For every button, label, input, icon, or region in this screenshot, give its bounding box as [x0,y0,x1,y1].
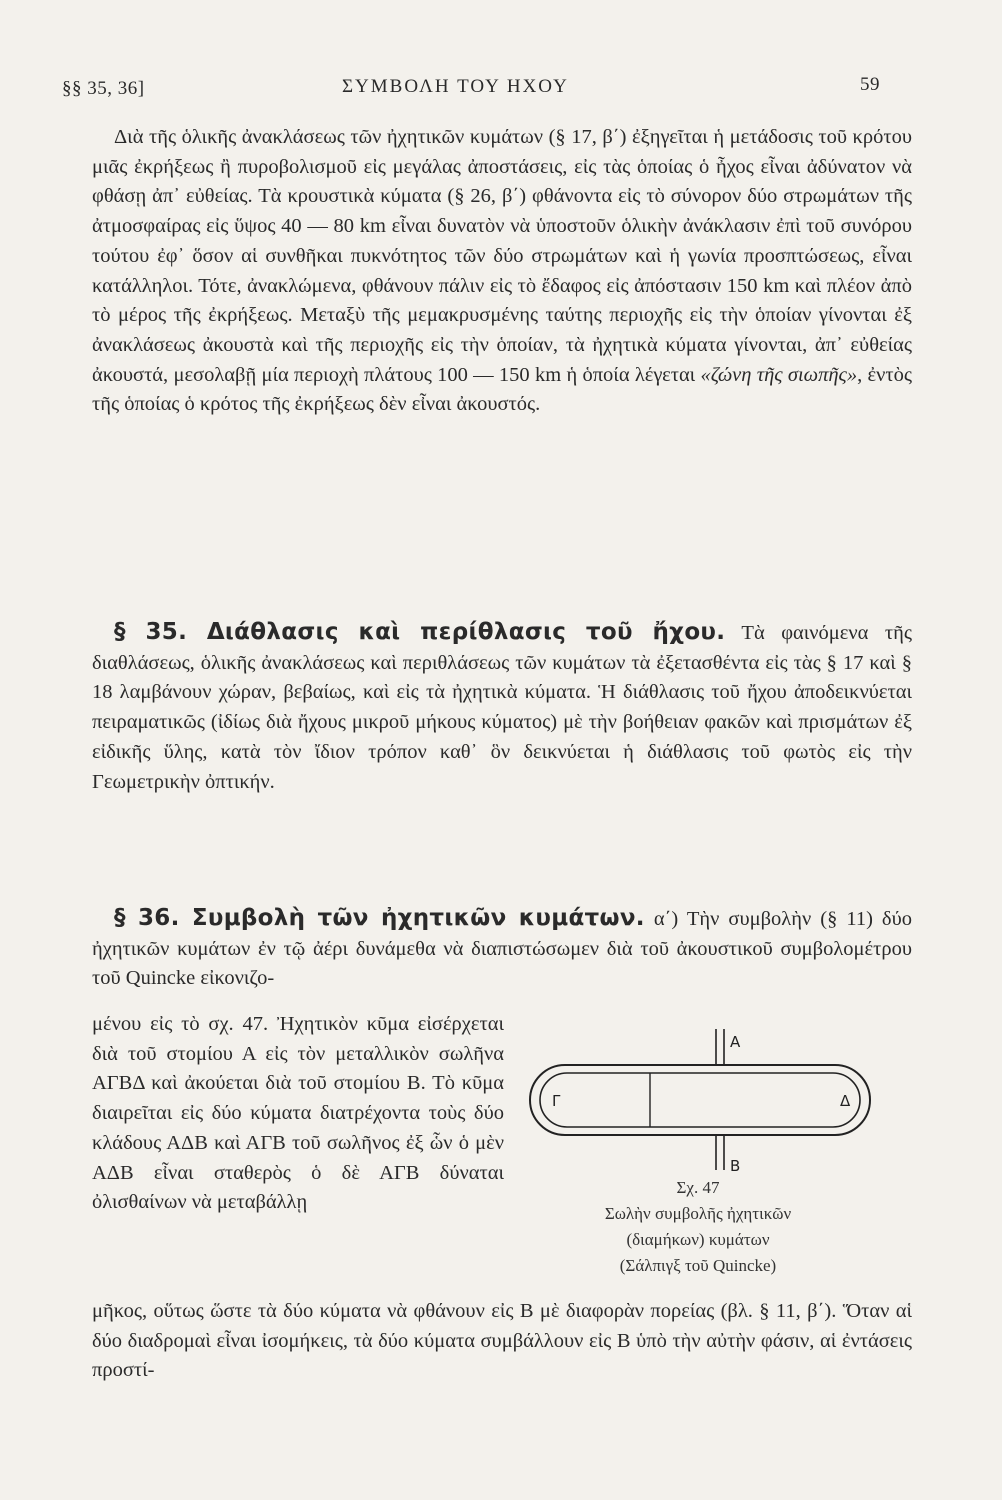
figure-47 [518,1025,898,1275]
chapter-title: ΣΥΜΒΟΛΗ ΤΟΥ ΗΧΟΥ [342,76,569,97]
figure-caption [518,1175,878,1279]
label-delta: Δ [840,1092,851,1110]
section-36-text: α΄) Τὴν συμβολὴν (§ 11) δύο ἠχητικῶν κυμάτων ἐν τῷ ἀέρι δυνάμεθα νὰ διαπιστώσωμεν διὰ τοῦ ἀκουστικοῦ συμβολομέτρου τοῦ Quincke εἰκονιζο- [92,908,912,990]
section-36-continued-text: μῆκος, οὕτως ὥστε τὰ δύο κύματα νὰ φθάνουν εἰς Β μὲ διαφορὰν πορείας (βλ. § 11, β΄). Ὅταν αἱ δύο διαδρομαὶ εἶναι ἰσομήκεις, τὰ δύο κύματα συμβάλλουν εἰς Β ὑπὸ τὴν αὐτὴν φάσιν, αἱ ἐντάσεις προστί- [92,1300,912,1382]
figure-number: Σχ. 47 [676,1178,720,1197]
label-a: A [730,1033,741,1051]
section-range: §§ 35, 36] [62,78,145,99]
caption-line: (Σάλπιγξ τοῦ Quincke) [619,1256,777,1275]
section-35-text: Τὰ φαινόμενα τῆς διαθλάσεως, ὁλικῆς ἀνακλάσεως καὶ περιθλάσεως τῶν κυμάτων τὰ ἐξετασθέντα εἰς τὰς § 17 καὶ § 18 λαμβάνουν χώραν, βεβαίως, καὶ εἰς τὰ ἠχητικὰ κύματα. Ἡ διάθλασις τοῦ ἤχου ἀποδεικνύεται πειραματικῶς (ἰδίως διὰ ἤχους μικροῦ μήκους κύματος) μὲ τὴν βοήθειαν φακῶν καὶ πρισμάτων ἐξ εἰδικῆς ὕλης, κατὰ τὸν ἴδιον τρόπον καθ᾽ ὃν δεικνύεται ἡ διάθλασις τοῦ φωτὸς εἰς τὴν Γεωμετρικὴν ὀπτικήν. [92,622,913,793]
caption-line: Σωλὴν συμβολῆς ἠχητικῶν [604,1204,792,1223]
section-36-heading: § 36. Συμβολὴ τῶν ἠχητικῶν κυμάτων. [114,905,645,931]
page-number: 59 [860,74,880,95]
quincke-tube-diagram [518,1025,898,1175]
tube-outer [530,1065,870,1135]
label-gamma: Γ [552,1092,561,1110]
running-head [62,74,880,104]
section-35 [92,618,912,797]
label-b: B [730,1157,741,1175]
paragraph-total-reflection [92,123,912,420]
section-35-heading: § 35. Διάθλασις καὶ περίθλασις τοῦ ἤχου. [114,619,726,645]
paragraph-text-end: , ἐντὸς τῆς ὁποίας ὁ κρότος τῆς ἐκρήξεως δὲν εἶναι ἀκουστός. [92,363,913,416]
paragraph-text: Διὰ τῆς ὁλικῆς ἀνακλάσεως τῶν ἠχητικῶν κυμάτων (§ 17, β΄) ἐξηγεῖται ἡ μετάδοσις τοῦ κρότου μιᾶς ἐκρήξεως ἢ πυροβολισμοῦ εἰς μεγάλας ἀποστάσεις, εἰς τὰς ὁποίας ὁ ἦχος εἶναι ἀδύνατον νὰ φθάσῃ ἀπ᾽ εὐθείας. Τὰ κρουστικὰ κύματα (§ 26, β΄) φθάνοντα εἰς τὸ σύνορον δύο στρωμάτων τῆς ἀτμοσφαίρας εἰς ὕψος 40 — 80 km εἶναι δυνατὸν νὰ ὑποστοῦν ὁλικὴν ἀνάκλασιν ἐπὶ τοῦ συνόρου τούτου ἐφ᾽ ὅσον αἱ συνθῆκαι πυκνότητος τῶν δύο στρωμάτων καὶ ἡ γωνία προσπτώσεως, εἶναι κατάλληλοι. Τότε, ἀνακλώμενα, φθάνουν πάλιν εἰς τὸ ἔδαφος εἰς ἀπόστασιν 150 km καὶ πλέον ἀπὸ τὸ μέρος τῆς ἐκρήξεως. Μεταξὺ τῆς μεμακρυσμένης ταύτης περιοχῆς εἰς τὴν ὁποίαν γίνονται ἐξ ἀνακλάσεως ἀκουστὰ καὶ τῆς περιοχῆς εἰς τὴν ὁποίαν, τὰ ἠχητικὰ κύματα γίνονται, ἀπ᾽ εὐθείας ἀκουστά, μεσολαβῇ μία περιοχὴ πλάτους 100 — 150 km ἡ ὁποία λέγεται [92,126,912,386]
zone-of-silence-term: «ζώνη τῆς σιωπῆς» [700,363,858,386]
section-36 [92,904,912,994]
caption-line: (διαμήκων) κυμάτων [626,1230,770,1249]
tube-inner [540,1073,860,1127]
section-36-wrapped-text: μένου εἰς τὸ σχ. 47. Ἠχητικὸν κῦμα εἰσέρχεται διὰ τοῦ στομίου Α εἰς τὸν μεταλλικὸν σωλῆνα ΑΓΒΔ καὶ ἀκούεται διὰ τοῦ στομίου Β. Τὸ κῦμα διαιρεῖται εἰς δύο κύματα διατρέχοντα τοὺς δύο κλάδους ΑΔΒ καὶ ΑΓΒ τοῦ σωλῆνος ἐξ ὧν ὁ μὲν ΑΔΒ εἶναι σταθερὸς ὁ δὲ ΑΓΒ δύναται ὀλισθαίνων νὰ μεταβάλλῃ [92,1013,504,1214]
